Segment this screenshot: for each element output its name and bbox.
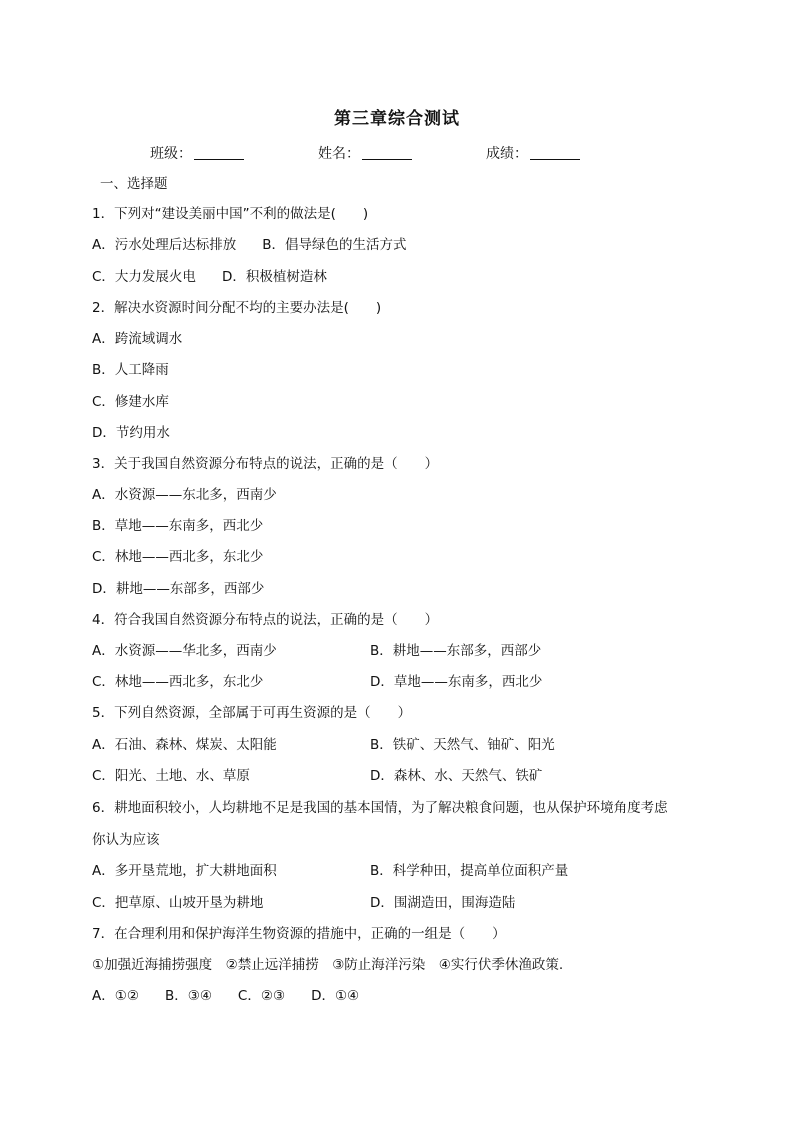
question-6-option-c: C．把草原、山坡开垦为耕地 (92, 895, 264, 911)
question-2-option-b: B．人工降雨 (92, 362, 169, 378)
question-1-stem: 1．下列对“建设美丽中国”不利的做法是( ) (92, 206, 369, 222)
question-3-stem: 3．关于我国自然资源分布特点的说法，正确的是（ ） (92, 456, 439, 472)
class-field (150, 143, 244, 163)
question-7-options (92, 986, 359, 1006)
question-3-option-d: D．耕地——东部多，西部少 (92, 581, 265, 597)
question-7-items: ①加强近海捕捞强度 ②禁止远洋捕捞 ③防止海洋污染 ④实行伏季休渔政策. (92, 957, 564, 973)
question-1-option-c: C．大力发展火电 (92, 269, 196, 285)
question-1-options-row-1 (92, 235, 407, 255)
name-blank (362, 145, 412, 160)
question-2-option-d: D．节约用水 (92, 425, 170, 441)
question-3-option-b: B．草地——东南多，西北少 (92, 518, 264, 534)
question-7-option-c: C．②③ (237, 988, 286, 1004)
question-7-option-d: D．①④ (311, 988, 360, 1004)
question-5-option-a: A．石油、森林、煤炭、太阳能 (92, 737, 277, 753)
name-field (318, 143, 412, 163)
question-5-stem: 5．下列自然资源，全部属于可再生资源的是（ ） (92, 705, 412, 721)
question-6-option-a: A．多开垦荒地，扩大耕地面积 (92, 863, 277, 879)
score-label: 成绩： (486, 146, 528, 162)
question-1-option-b: B．倡导绿色的生活方式 (262, 237, 407, 253)
question-6-option-d: D．围湖造田，围海造陆 (370, 895, 516, 911)
question-1-options-row-2 (92, 267, 327, 287)
question-5-option-d: D．森林、水、天然气、铁矿 (370, 768, 543, 784)
question-1-option-d: D．积极植树造林 (221, 269, 327, 285)
score-field (486, 143, 580, 163)
question-2-option-a: A．跨流域调水 (92, 331, 183, 347)
question-4-option-b: B．耕地——东部多，西部少 (370, 643, 542, 659)
section-heading: 一、选择题 (100, 176, 168, 192)
question-4-option-a: A．水资源——华北多，西南少 (92, 643, 277, 659)
question-2-option-c: C．修建水库 (92, 394, 169, 410)
question-7-stem: 7．在合理利用和保护海洋生物资源的措施中，正确的一组是（ ） (92, 926, 506, 942)
question-6-stem-line-2: 你认为应该 (92, 832, 160, 848)
question-4-option-c: C．林地——西北多，东北少 (92, 674, 264, 690)
question-3-option-c: C．林地——西北多，东北少 (92, 549, 264, 565)
question-6-stem-line-1: 6．耕地面积较小，人均耕地不足是我国的基本国情，为了解决粮食问题，也从保护环境角度考虑 (92, 800, 668, 816)
question-5-option-b: B．铁矿、天然气、铀矿、阳光 (370, 737, 555, 753)
question-4-stem: 4．符合我国自然资源分布特点的说法，正确的是（ ） (92, 612, 439, 628)
question-4-option-d: D．草地——东南多，西北少 (370, 674, 543, 690)
question-3-option-a: A．水资源——东北多，西南少 (92, 487, 277, 503)
question-2-stem: 2．解决水资源时间分配不均的主要办法是( ) (92, 300, 382, 316)
score-blank (530, 145, 580, 160)
question-6-option-b: B．科学种田，提高单位面积产量 (370, 863, 569, 879)
class-label: 班级： (150, 146, 192, 162)
question-1-option-a: A．污水处理后达标排放 (92, 237, 237, 253)
question-7-option-a: A．①② (92, 988, 139, 1004)
question-5-option-c: C．阳光、土地、水、草原 (92, 768, 250, 784)
page-title: 第三章综合测试 (334, 109, 460, 129)
class-blank (194, 145, 244, 160)
question-7-option-b: B．③④ (164, 988, 212, 1004)
name-label: 姓名： (318, 146, 360, 162)
